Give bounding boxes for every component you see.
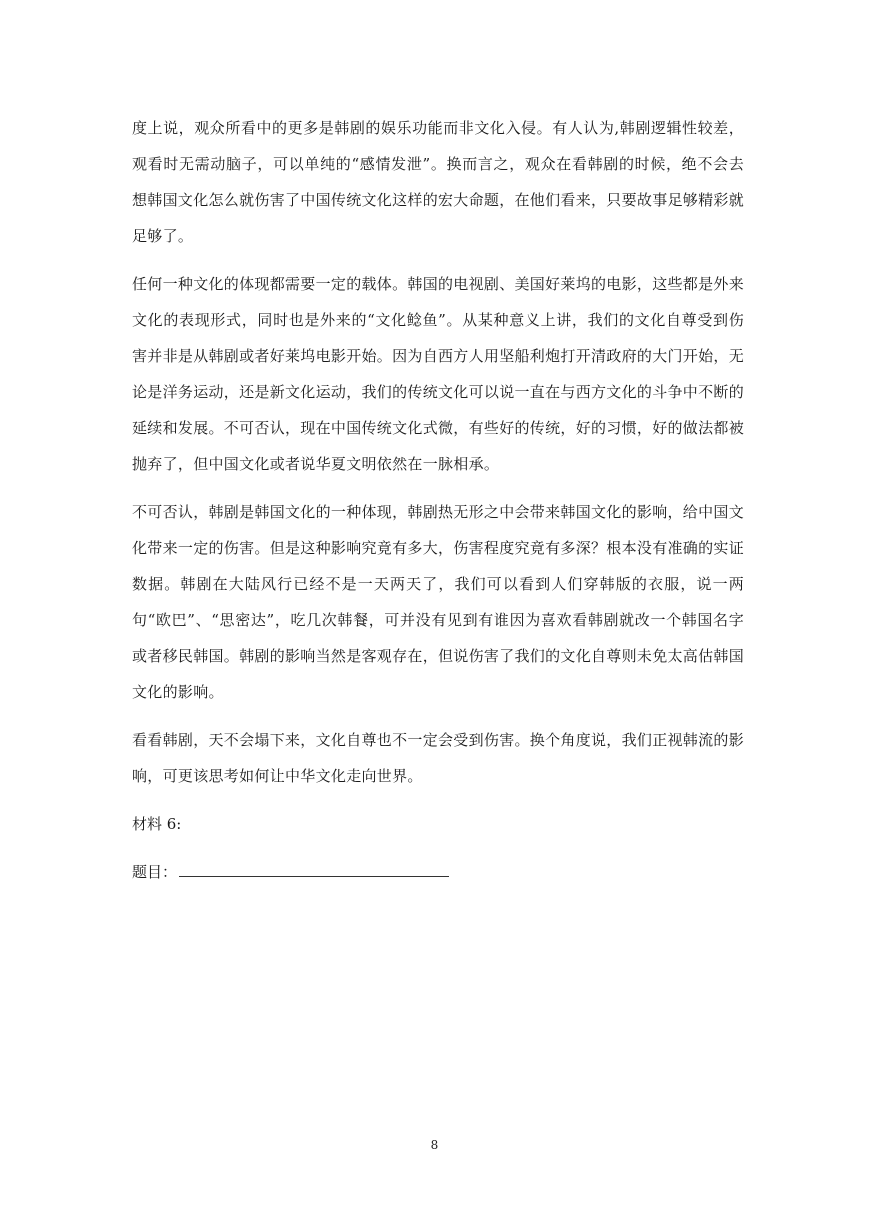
paragraph-1: 度上说，观众所看中的更多是韩剧的娱乐功能而非文化入侵。有人认为,韩剧逻辑性较差，观看时无需动脑子，可以单纯的“感情发泄”。换而言之，观众在看韩剧的时候，绝不会去想韩国文化怎么就伤害了中国传统文化这样的宏大命题，在他们看来，只要故事足够精彩就足够了。 bbox=[132, 119, 745, 245]
material-label: 材料 6: bbox=[132, 815, 182, 833]
title-line bbox=[132, 854, 744, 890]
page-number: 8 bbox=[430, 1138, 439, 1152]
title-blank-underline[interactable] bbox=[179, 856, 449, 877]
paragraph-3: 不可否认，韩剧是韩国文化的一种体现，韩剧热无形之中会带来韩国文化的影响，给中国文化带来一定的伤害。但是这种影响究竟有多大，伤害程度究竟有多深？根本没有准确的实证数据。韩剧在大陆风行已经不是一天两天了，我们可以看到人们穿韩版的衣服，说一两句“欧巴”、“思密达”，吃几次韩餐，可并没有见到有谁因为喜欢看韩剧就改一个韩国名字或者移民韩国。韩剧的影响当然是客观存在，但说伤害了我们的文化自尊则未免太高估韩国文化的影响。 bbox=[132, 503, 745, 701]
document-body bbox=[132, 110, 744, 890]
paragraph-2: 任何一种文化的体现都需要一定的载体。韩国的电视剧、美国好莱坞的电影，这些都是外来文化的表现形式，同时也是外来的“文化鲶鱼”。从某种意义上讲，我们的文化自尊受到伤害并非是从韩剧或者好莱坞电影开始。因为自西方人用坚船利炮打开清政府的大门开始，无论是洋务运动，还是新文化运动，我们的传统文化可以说一直在与西方文化的斗争中不断的延续和发展。不可否认，现在中国传统文化式微，有些好的传统，好的习惯，好的做法都被抛弃了，但中国文化或者说华夏文明依然在一脉相承。 bbox=[132, 275, 745, 473]
paragraph-4: 看看韩剧，天不会塌下来，文化自尊也不一定会受到伤害。换个角度说，我们正视韩流的影响，可更该思考如何让中华文化走向世界。 bbox=[132, 731, 745, 785]
title-label: 题目： bbox=[132, 863, 178, 881]
